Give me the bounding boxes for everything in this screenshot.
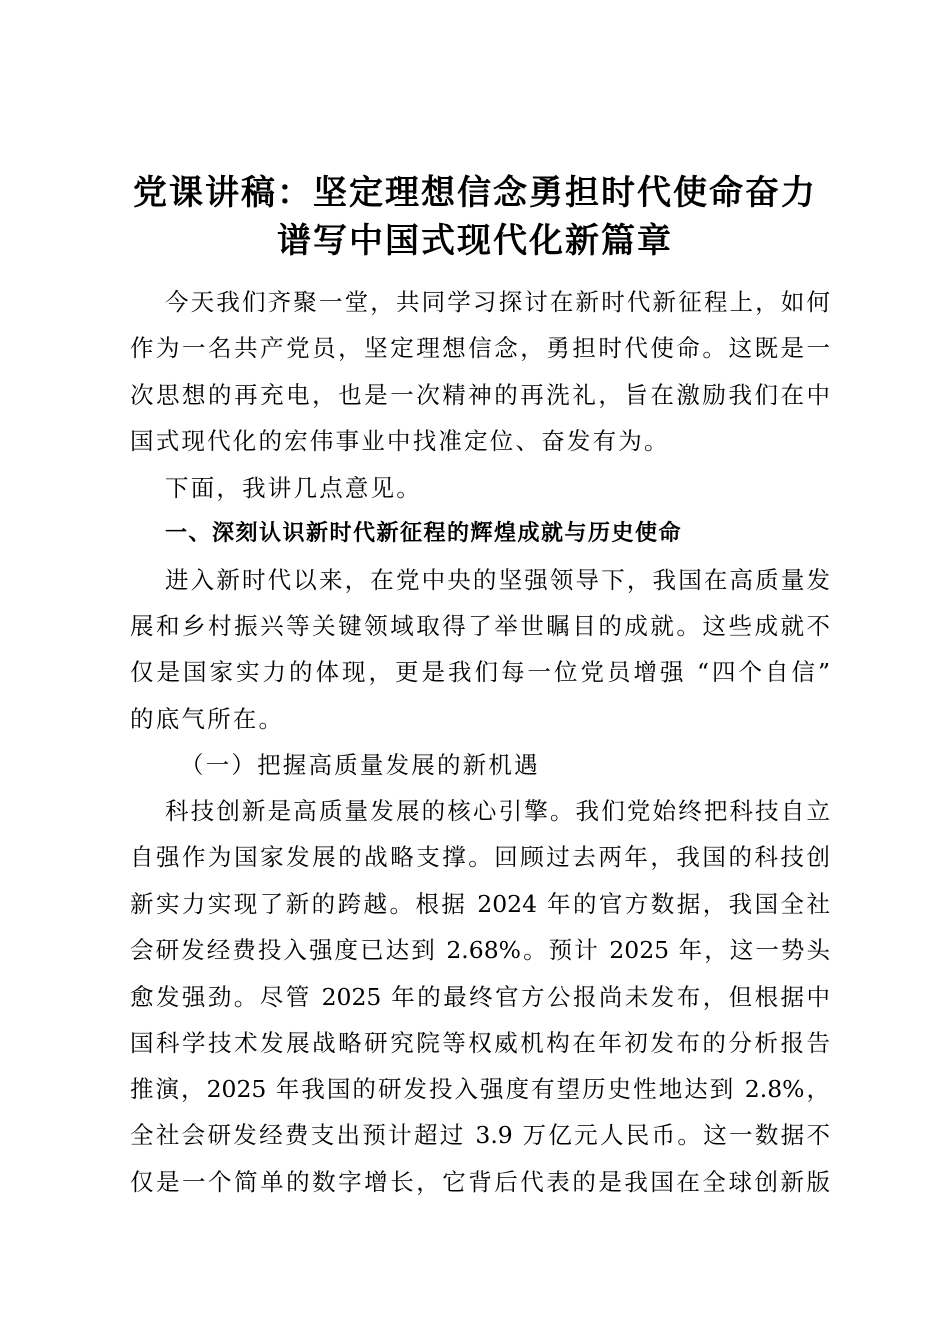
paragraph-line: 今天我们齐聚一堂，共同学习探讨在新时代新征程上，如何 xyxy=(165,288,830,316)
paragraph-line: 推演，2025 年我国的研发投入强度有望历史性地达到 2.8%， xyxy=(130,1075,830,1103)
paragraph-line: 自强作为国家发展的战略支撑。回顾过去两年，我国的科技创 xyxy=(130,843,830,871)
paragraph-line: 作为一名共产党员，坚定理想信念，勇担时代使命。这既是一 xyxy=(130,334,830,362)
section-heading: 一、深刻认识新时代新征程的辉煌成就与历史使命 xyxy=(165,521,683,546)
paragraph-line: 新实力实现了新的跨越。根据 2024 年的官方数据，我国全社 xyxy=(130,890,830,918)
paragraph-line: 科技创新是高质量发展的核心引擎。我们党始终把科技自立 xyxy=(165,797,830,825)
paragraph-line: 展和乡村振兴等关键领域取得了举世瞩目的成就。这些成就不 xyxy=(130,612,830,640)
paragraph-line: 进入新时代以来，在党中央的坚强领导下，我国在高质量发 xyxy=(165,566,830,594)
paragraph-line: 愈发强劲。尽管 2025 年的最终官方公报尚未发布，但根据中 xyxy=(130,983,830,1011)
paragraph-line: 国式现代化的宏伟事业中找准定位、奋发有为。 xyxy=(130,427,670,455)
document-title-line-1: 党课讲稿：坚定理想信念勇担时代使命奋力 xyxy=(133,173,817,213)
paragraph-line: 下面，我讲几点意见。 xyxy=(165,474,422,502)
paragraph-line: 全社会研发经费支出预计超过 3.9 万亿元人民币。这一数据不 xyxy=(130,1121,830,1149)
document-title-line-2: 谱写中国式现代化新篇章 xyxy=(277,221,673,261)
paragraph-line: 国科学技术发展战略研究院等权威机构在年初发布的分析报告 xyxy=(130,1029,830,1057)
paragraph-line: 仅是一个简单的数字增长，它背后代表的是我国在全球创新版 xyxy=(130,1168,830,1196)
paragraph-line: 次思想的再充电，也是一次精神的再洗礼，旨在激励我们在中 xyxy=(130,381,830,409)
subsection-heading: （一）把握高质量发展的新机遇 xyxy=(180,751,540,779)
paragraph-line: 仅是国家实力的体现，更是我们每一位党员增强 “四个自信” xyxy=(130,658,830,686)
paragraph-line: 的底气所在。 xyxy=(130,705,285,733)
paragraph-line: 会研发经费投入强度已达到 2.68%。预计 2025 年，这一势头 xyxy=(130,936,830,964)
